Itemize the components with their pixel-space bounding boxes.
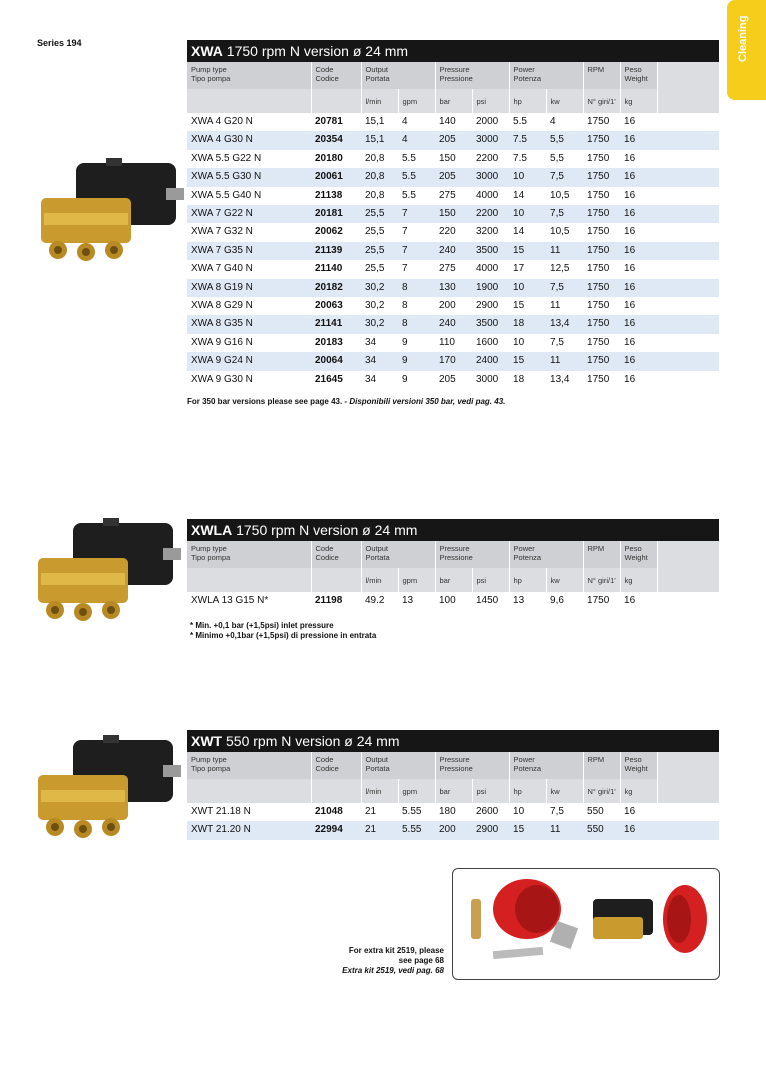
value-cell: 16 [620,821,657,839]
unit-header: kw [546,89,583,113]
unit-header: l/min [361,779,398,803]
table-row [187,131,719,149]
empty-cell [657,131,719,149]
code-cell: 20181 [311,205,361,223]
code-cell: 20064 [311,352,361,370]
section-tab [727,0,766,100]
value-cell: 25,5 [361,205,398,223]
value-cell: 1750 [587,189,610,201]
value-cell: 4000 [476,263,499,275]
column-header: Code Codice [311,62,361,89]
value-cell: 4000 [476,189,499,201]
code-cell: 22994 [311,821,361,839]
column-header: Peso Weight [620,62,657,89]
value-cell: 1750 [583,131,620,149]
value-cell: 275 [439,189,456,201]
pump-type-cell: XWT 21.20 N [187,821,311,839]
value-cell: 1750 [587,373,610,385]
column-header [657,752,719,779]
unit-header: N° giri/1' [583,779,620,803]
value-cell: 11 [550,300,561,312]
column-header: Output Portata [361,62,435,89]
table-row [187,592,719,610]
value-cell: 5.5 [402,189,416,201]
pump-type-cell: XWA 9 G16 N [191,336,253,348]
pump-type-cell: XWA 7 G40 N [191,263,253,275]
value-cell: 16 [624,226,636,238]
value-cell: 1750 [587,152,610,164]
value-cell: 15 [509,242,546,260]
value-cell: 1750 [583,242,620,260]
value-cell: 550 [587,806,604,817]
pump-type-cell: XWA 8 G19 N [187,279,311,297]
unit-header [311,779,361,803]
value-cell: 15,1 [361,131,398,149]
value-cell: 25,5 [365,263,385,275]
empty-cell [657,242,719,260]
value-cell: 2900 [476,300,499,312]
value-cell: 1750 [587,300,610,312]
value-cell: 200 [439,300,456,312]
spec-table-xwla [187,541,720,610]
pump-type-cell: XWA 8 G35 N [187,315,311,333]
code-cell: 21141 [311,315,361,333]
value-cell: 2000 [476,116,499,127]
value-cell: 140 [439,116,456,127]
value-cell: 7,5 [546,205,583,223]
value-cell: 10 [509,279,546,297]
value-cell: 7.5 [513,152,527,164]
code-cell: 21139 [311,242,361,260]
table-row [187,279,719,297]
value-cell: 5.5 [398,168,435,186]
value-cell: 12,5 [550,263,570,275]
code-cell: 20180 [315,152,343,164]
value-cell: 15 [509,821,546,839]
value-cell: 16 [624,300,636,312]
value-cell: 30,2 [361,279,398,297]
unit-header: hp [509,568,546,592]
value-cell: 1750 [583,352,620,370]
empty-cell [657,371,719,389]
unit-header [187,779,311,803]
unit-header: l/min [361,568,398,592]
pump-image-xwla [33,518,183,628]
pump-type-cell: XWA 7 G32 N [191,226,253,238]
column-header: Power Potenza [509,752,583,779]
empty-cell [657,150,719,168]
column-header: Output Portata [361,541,435,568]
value-cell: 7 [402,226,408,238]
value-cell: 1750 [583,279,620,297]
pump-image-xwa [36,158,186,268]
value-cell: 110 [439,336,455,348]
column-header: Pump type Tipo pompa [187,541,311,568]
value-cell: 3500 [472,242,509,260]
value-cell: 16 [620,352,657,370]
pump-type-cell: XWA 5.5 G30 N [187,168,311,186]
value-cell: 200 [435,821,472,839]
value-cell: 7,5 [546,168,583,186]
section-title: XWA 1750 rpm N version ø 24 mm [187,40,719,62]
table-row [187,242,719,260]
value-cell: 205 [435,168,472,186]
unit-header: hp [509,779,546,803]
empty-cell [657,334,719,352]
column-header: Pressure Pressione [435,541,509,568]
value-cell: 10,5 [550,189,570,201]
value-cell: 8 [402,300,408,312]
column-header: Code Codice [311,752,361,779]
value-cell: 20,8 [365,152,385,164]
value-cell: 1750 [587,595,610,606]
value-cell: 16 [624,189,636,201]
table-note: * Min. +0,1 bar (+1,5psi) inlet pressure * Minimo +0,1bar (+1,5psi) di pressione in entrata [190,621,377,640]
spec-table-xwa [187,62,720,389]
pump-type-cell: XWA 5.5 G40 N [191,189,262,201]
value-cell: 9 [402,373,408,385]
empty-cell [657,279,719,297]
unit-header: N° giri/1' [583,89,620,113]
value-cell: 1750 [583,168,620,186]
value-cell: 30,2 [361,315,398,333]
value-cell: 18 [513,373,525,385]
unit-header: hp [509,89,546,113]
value-cell: 9,6 [550,595,564,606]
unit-header: kg [620,89,657,113]
value-cell: 1600 [476,336,499,348]
value-cell: 240 [435,242,472,260]
value-cell: 13,4 [550,373,570,385]
empty-cell [657,592,719,610]
value-cell: 8 [398,279,435,297]
value-cell: 10 [513,336,525,348]
empty-cell [657,113,719,131]
value-cell: 16 [624,595,636,606]
unit-header: bar [435,568,472,592]
pump-type-cell: XWA 4 G30 N [187,131,311,149]
value-cell: 16 [620,242,657,260]
unit-header [657,568,719,592]
empty-cell [657,168,719,186]
value-cell: 21 [365,806,377,817]
value-cell: 1750 [583,315,620,333]
value-cell: 18 [509,315,546,333]
table-row [187,113,719,131]
value-cell: 10 [509,205,546,223]
value-cell: 34 [365,373,377,385]
table-row [187,371,719,389]
value-cell: 100 [439,595,456,606]
value-cell: 20,8 [365,189,385,201]
value-cell: 16 [624,373,636,385]
value-cell: 16 [624,336,636,348]
unit-header: gpm [398,568,435,592]
column-header: Power Potenza [509,62,583,89]
column-header: Code Codice [311,541,361,568]
value-cell: 17 [513,263,525,275]
value-cell: 180 [439,806,456,817]
value-cell: 13,4 [546,315,583,333]
column-header: RPM [583,752,620,779]
value-cell: 1750 [587,116,610,127]
value-cell: 1450 [476,595,499,606]
empty-cell [657,187,719,205]
value-cell: 150 [439,152,456,164]
pump-type-cell: XWA 7 G22 N [187,205,311,223]
value-cell: 7 [402,263,408,275]
pump-type-cell: XWA 7 G35 N [187,242,311,260]
value-cell: 550 [583,821,620,839]
value-cell: 2400 [472,352,509,370]
value-cell: 16 [620,315,657,333]
value-cell: 11 [546,821,583,839]
column-header: RPM [583,541,620,568]
value-cell: 16 [620,168,657,186]
empty-cell [657,821,719,839]
extra-kit-note: For extra kit 2519, please see page 68 Extra kit 2519, vedi pag. 68 [342,946,444,975]
value-cell: 1750 [587,263,610,275]
value-cell: 205 [435,131,472,149]
value-cell: 3000 [476,373,499,385]
value-cell: 34 [361,352,398,370]
value-cell: 14 [513,189,525,201]
pump-type-cell: XWA 5.5 G22 N [191,152,262,164]
value-cell: 11 [546,242,583,260]
table-row [187,315,719,333]
unit-header: kg [620,568,657,592]
unit-header: bar [435,779,472,803]
value-cell: 13 [402,595,414,606]
column-header: Peso Weight [620,752,657,779]
value-cell: 16 [624,116,636,127]
empty-cell [657,260,719,278]
value-cell: 3500 [472,315,509,333]
value-cell: 7,5 [550,806,564,817]
section-title: XWT 550 rpm N version ø 24 mm [187,730,719,752]
value-cell: 20,8 [361,168,398,186]
code-cell: 21048 [315,806,343,817]
value-cell: 34 [365,336,377,348]
value-cell: 11 [546,352,583,370]
column-header: RPM [583,62,620,89]
table-row [187,205,719,223]
value-cell: 16 [620,205,657,223]
value-cell: 2600 [476,806,499,817]
pump-type-cell: XWA 9 G30 N [191,373,253,385]
column-header: Power Potenza [509,541,583,568]
code-cell: 21140 [315,263,343,275]
table-row [187,223,719,241]
unit-header: bar [435,89,472,113]
value-cell: 5.5 [513,116,527,127]
code-cell: 20182 [311,279,361,297]
value-cell: 205 [439,373,456,385]
code-cell: 21645 [315,373,343,385]
column-header [657,541,719,568]
unit-header: kw [546,779,583,803]
value-cell: 3200 [476,226,499,238]
value-cell: 16 [624,263,636,275]
unit-header [311,568,361,592]
empty-cell [657,315,719,333]
value-cell: 8 [398,315,435,333]
value-cell: 14 [513,226,525,238]
unit-header: kw [546,568,583,592]
pump-type-cell: XWLA 13 G15 N* [191,595,269,606]
unit-header: kg [620,779,657,803]
pump-type-cell: XWA 4 G20 N [191,116,253,127]
code-cell: 20063 [315,300,343,312]
value-cell: 7 [398,205,435,223]
code-cell: 20354 [311,131,361,149]
value-cell: 3000 [472,168,509,186]
code-cell: 20781 [315,116,343,127]
value-cell: 25,5 [365,226,385,238]
table-row [187,260,719,278]
value-cell: 5.55 [402,806,422,817]
series-label: Series 194 [37,38,82,48]
table-row [187,821,719,839]
code-cell: 20061 [311,168,361,186]
value-cell: 5.55 [398,821,435,839]
value-cell: 10,5 [550,226,570,238]
unit-header: N° giri/1' [583,568,620,592]
spec-table-xwt [187,752,720,840]
value-cell: 7 [398,242,435,260]
table-row [187,168,719,186]
value-cell: 240 [435,315,472,333]
value-cell: 5.5 [402,152,416,164]
value-cell: 170 [435,352,472,370]
value-cell: 2900 [472,821,509,839]
column-header: Output Portata [361,752,435,779]
value-cell: 4 [398,131,435,149]
value-cell: 30,2 [365,300,385,312]
unit-header [187,89,311,113]
table-row [187,187,719,205]
value-cell: 10 [513,806,525,817]
unit-header: psi [472,89,509,113]
column-header [657,62,719,89]
value-cell: 16 [624,806,636,817]
column-header: Pump type Tipo pompa [187,62,311,89]
unit-header [657,89,719,113]
value-cell: 4 [402,116,408,127]
column-header: Pressure Pressione [435,62,509,89]
value-cell: 2200 [472,205,509,223]
empty-cell [657,352,719,370]
pump-type-cell: XWT 21.18 N [191,806,251,817]
pump-type-cell: XWA 8 G29 N [191,300,253,312]
value-cell: 7.5 [509,131,546,149]
code-cell: 21138 [315,189,343,201]
value-cell: 275 [439,263,456,275]
table-row [187,803,719,821]
code-cell: 21198 [315,595,343,606]
value-cell: 150 [435,205,472,223]
value-cell: 16 [620,279,657,297]
table-note: For 350 bar versions please see page 43. - Disponibili versioni 350 bar, vedi pag. 43. [187,397,506,406]
code-cell: 20183 [315,336,343,348]
table-row [187,352,719,370]
empty-cell [657,803,719,821]
extra-kit-box [452,868,720,980]
value-cell: 220 [439,226,456,238]
empty-cell [657,223,719,241]
value-cell: 1900 [472,279,509,297]
value-cell: 9 [398,352,435,370]
section-xwa [187,40,719,389]
value-cell: 15 [509,352,546,370]
value-cell: 16 [620,131,657,149]
unit-header: l/min [361,89,398,113]
section-xwla [187,519,719,610]
value-cell: 15,1 [365,116,385,127]
table-row [187,297,719,315]
value-cell: 7,5 [550,336,564,348]
extra-kit-image [453,869,719,979]
value-cell: 49.2 [365,595,385,606]
value-cell: 1750 [587,226,610,238]
value-cell: 5,5 [546,131,583,149]
unit-header: gpm [398,89,435,113]
value-cell: 1750 [587,336,610,348]
value-cell: 13 [513,595,525,606]
value-cell: 3000 [472,131,509,149]
unit-header [657,779,719,803]
value-cell: 16 [624,152,636,164]
column-header: Pump type Tipo pompa [187,752,311,779]
value-cell: 130 [435,279,472,297]
section-xwt [187,730,719,840]
unit-header [187,568,311,592]
column-header: Pressure Pressione [435,752,509,779]
column-header: Peso Weight [620,541,657,568]
value-cell: 4 [550,116,556,127]
value-cell: 15 [513,300,525,312]
unit-header: gpm [398,779,435,803]
table-row [187,150,719,168]
section-title: XWLA 1750 rpm N version ø 24 mm [187,519,719,541]
unit-header [311,89,361,113]
section-tab-label: Cleaning [737,15,749,62]
value-cell: 10 [509,168,546,186]
empty-cell [657,297,719,315]
value-cell: 25,5 [361,242,398,260]
value-cell: 7,5 [546,279,583,297]
code-cell: 20062 [315,226,343,238]
value-cell: 9 [402,336,408,348]
pump-type-cell: XWA 9 G24 N [187,352,311,370]
pump-image-xwt [33,735,183,845]
unit-header: psi [472,568,509,592]
value-cell: 21 [361,821,398,839]
table-row [187,334,719,352]
unit-header: psi [472,779,509,803]
value-cell: 1750 [583,205,620,223]
value-cell: 2200 [476,152,499,164]
empty-cell [657,205,719,223]
value-cell: 5,5 [550,152,564,164]
